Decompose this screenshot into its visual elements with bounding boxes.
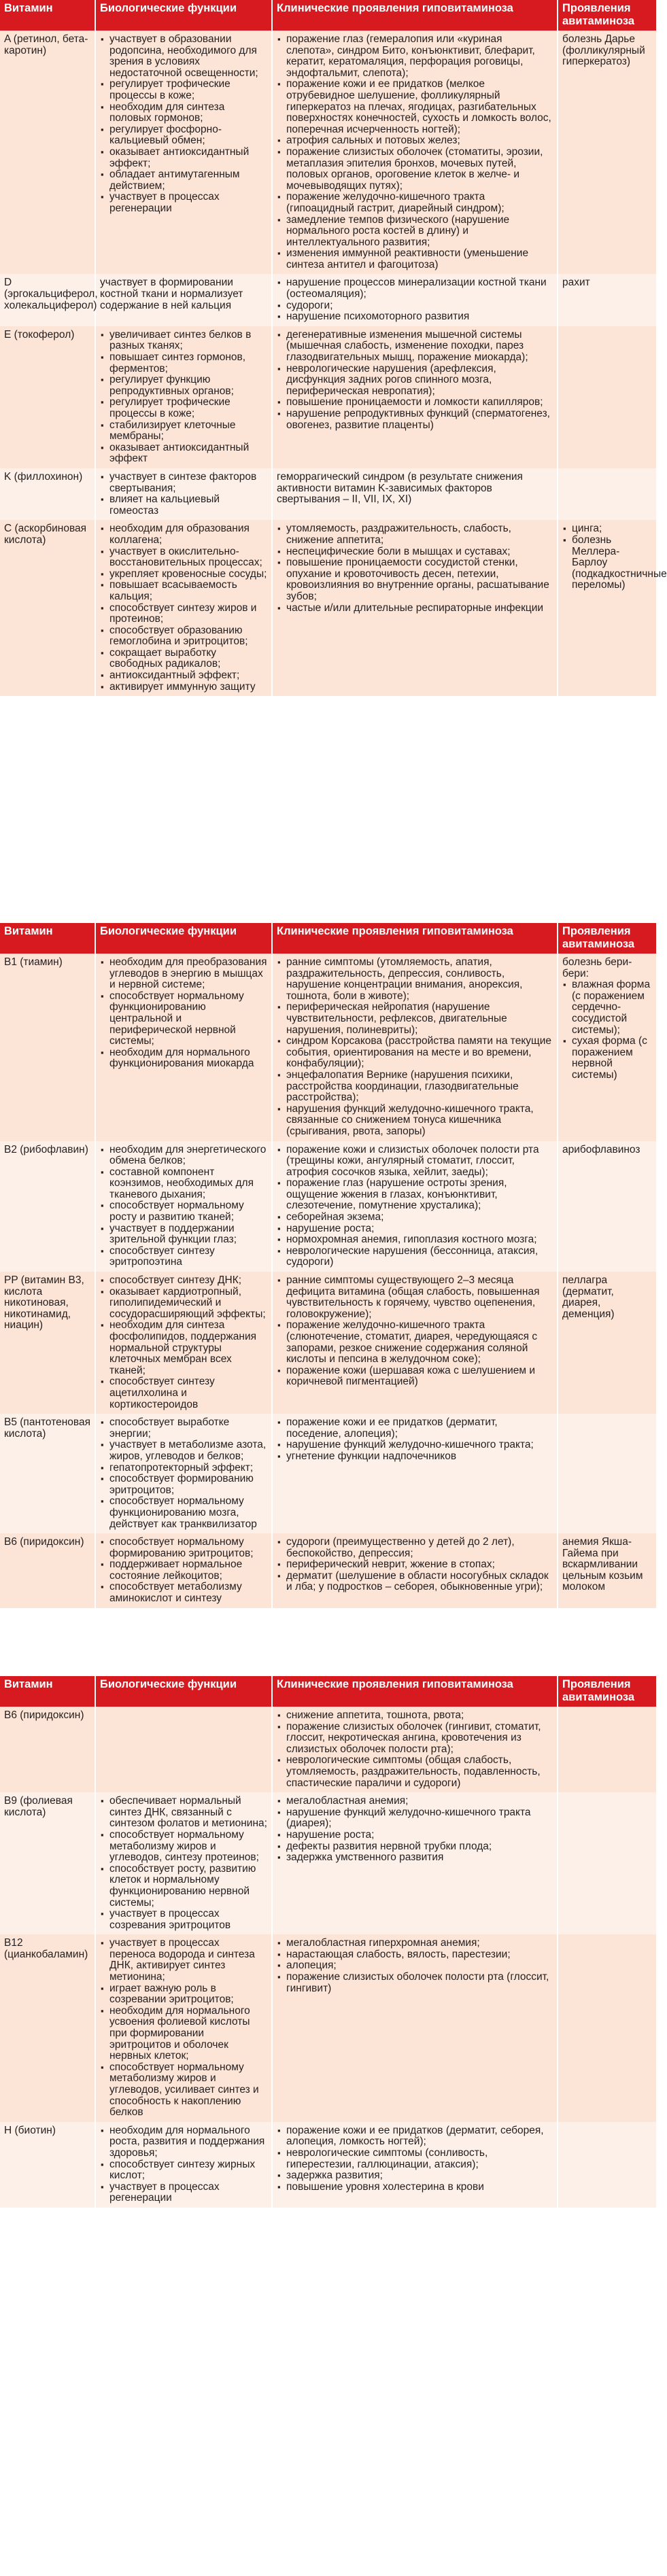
list-item: ▪ энцефалопатия Вернике (нарушения психики, расстройства координации, глазодвигательные расстройства); xyxy=(277,1070,553,1104)
functions-list xyxy=(100,34,267,215)
list-item: ▪ повышение уровня холестерина в крови xyxy=(277,2182,553,2193)
avitaminosis-cell xyxy=(558,1141,656,1272)
list-item: ▪ поражение желудочно-кишечного тракта (гипоацидный гастрит, диарейный синдром); xyxy=(277,192,553,214)
list-item: ▪ способствует нормальному формированию эритроцитов; xyxy=(100,1537,267,1559)
functions-cell xyxy=(95,1272,272,1414)
list-item: ▪ цинга; xyxy=(562,523,652,535)
list-item: ▪ увеличивает синтез белков в разных тканях; xyxy=(100,330,267,352)
hypovitaminosis-list xyxy=(277,277,553,322)
vitamin-name: B6 (пиридоксин) xyxy=(0,1533,95,1608)
header-vitamin: Витамин xyxy=(0,923,95,954)
list-item: ▪ себорейная экзема; xyxy=(277,1212,553,1223)
list-item: ▪ участвует в процессах регенерации xyxy=(100,2182,267,2204)
list-item: ▪ повышает всасываемость кальция; xyxy=(100,580,267,602)
functions-list xyxy=(100,1145,267,1269)
avitaminosis-cell xyxy=(558,1792,656,1934)
list-item: ▪ поражение слизистых оболочек (стоматиты, эрозии, метаплазия эпителия бронхов, мочевых путей, половых органов, ороговение клеток в желче- и мочевыводящих путях); xyxy=(277,147,553,192)
list-item: пеллагра (дерматит, диарея, деменция) xyxy=(562,1274,615,1320)
list-item: ▪ участвует в метаболизме азота, жиров, углеводов и белков; xyxy=(100,1440,267,1462)
vitamin-name: E (токоферол) xyxy=(0,326,95,468)
functions-list xyxy=(100,957,267,1070)
list-item: ▪ нарушение репродуктивных функций (сперматогенез, овогенез, развитие плаценты) xyxy=(277,408,553,431)
hypovitaminosis-cell xyxy=(272,1792,558,1934)
avitaminosis-cell xyxy=(558,1533,656,1608)
functions-cell xyxy=(95,1934,272,2122)
functions-cell xyxy=(95,1141,272,1272)
list-item: ▪ участвует в процессах переноса водорода и синтеза ДНК, активирует синтез метионина; xyxy=(100,1938,267,1983)
list-item: ▪ способствует формированию эритроцитов; xyxy=(100,1474,267,1496)
list-item: ▪ необходим для энергетического обмена белков; xyxy=(100,1145,267,1167)
list-item: ▪ задержка развития; xyxy=(277,2170,553,2182)
avitaminosis-cell xyxy=(558,954,656,1141)
table-header-row xyxy=(0,0,656,31)
header-hypovitaminosis: Клинические проявления гиповитаминоза xyxy=(272,1676,558,1707)
list-item: ▪ нарушения функций желудочно-кишечного тракта, связанные со снижением тонуса кишечника (срыгивания, рвота, запоры) xyxy=(277,1104,553,1138)
hypovitaminosis-list xyxy=(277,1710,553,1789)
header-avitaminosis: Проявления авитаминоза xyxy=(558,0,656,31)
list-item: ▪ нарушение роста; xyxy=(277,1830,553,1841)
list-item: ▪ участвует в синтезе факторов свертывания; xyxy=(100,472,267,494)
list-item: ▪ поражение глаз (гемералопия или «куриная слепота», синдром Бито, конъюнктивит, блефарит, кератит, кератомаляция, перфорация роговицы, эндофтальмит, слепота); xyxy=(277,34,553,79)
hypovitaminosis-list xyxy=(277,472,553,506)
list-item: ▪ активирует иммунную защиту xyxy=(100,682,267,693)
hypovitaminosis-list xyxy=(277,523,553,614)
section-divider xyxy=(0,1671,656,1676)
table-row xyxy=(0,274,656,326)
avitaminosis-list xyxy=(562,34,652,68)
list-item: ▪ участвует в поддержании зрительной функции глаз; xyxy=(100,1223,267,1246)
list-item: ▪ задержка умственного развития xyxy=(277,1852,553,1864)
hypovitaminosis-list xyxy=(277,957,553,1138)
list-item: ▪ обеспечивает нормальный синтез ДНК, связанный с синтезом фолатов и метионина; xyxy=(100,1796,267,1830)
list-item: ▪ оказывает кардиотропный, гиполипидемический и сосудорасширяющий эффекты; xyxy=(100,1287,267,1321)
list-item: ▪ дефекты развития нервной трубки плода; xyxy=(277,1841,553,1853)
list-item: ▪ влияет на кальциевый гомеостаз xyxy=(100,494,267,517)
hypovitaminosis-cell xyxy=(272,1533,558,1608)
list-item: ▪ необходим для образования коллагена; xyxy=(100,523,267,546)
avitaminosis-list xyxy=(562,277,652,289)
hypovitaminosis-list xyxy=(277,1537,553,1593)
list-item: ▪ поражение кожи и ее придатков (дерматит, поседение, алопеция); xyxy=(277,1417,553,1440)
functions-list xyxy=(100,1537,267,1605)
functions-cell xyxy=(95,326,272,468)
header-avitaminosis: Проявления авитаминоза xyxy=(558,1676,656,1707)
avitaminosis-heading: болезнь бери-бери: xyxy=(562,956,632,979)
list-item: ▪ способствует синтезу жирных кислот; xyxy=(100,2159,267,2182)
table-row xyxy=(0,1533,656,1608)
list-item: ▪ мегалобластная анемия; xyxy=(277,1796,553,1807)
list-item: ▪ повышение проницаемости и ломкости капилляров; xyxy=(277,397,553,408)
list-item: ▪ способствует нормальному метаболизму жиров и углеводов, синтезу протеинов; xyxy=(100,1830,267,1864)
avitaminosis-cell xyxy=(558,2122,656,2208)
hypovitaminosis-cell xyxy=(272,1272,558,1414)
list-item: ▪ способствует росту, развитию клеток и нормальному функционированию нервной системы; xyxy=(100,1864,267,1909)
avitaminosis-cell xyxy=(558,274,656,326)
list-item: ▪ необходим для нормального функционирования миокарда xyxy=(100,1047,267,1070)
header-hypovitaminosis: Клинические проявления гиповитаминоза xyxy=(272,923,558,954)
table-row xyxy=(0,1414,656,1533)
header-vitamin: Витамин xyxy=(0,1676,95,1707)
header-hypovitaminosis: Клинические проявления гиповитаминоза xyxy=(272,0,558,31)
list-item: ▪ поддерживает нормальное состояние лейкоцитов; xyxy=(100,1559,267,1582)
avitaminosis-cell xyxy=(558,1934,656,2122)
functions-cell xyxy=(95,31,272,274)
list-item: ▪ способствует выработке энергии; xyxy=(100,1417,267,1440)
functions-list xyxy=(100,277,267,311)
list-item: ▪ поражение слизистых оболочек (гингивит, стоматит, глоссит, некротическая ангина, кровотечения из слизистых оболочек полости рта); xyxy=(277,1722,553,1756)
list-item: ▪ обладает антимутагенным действием; xyxy=(100,169,267,192)
list-item: ▪ периферический неврит, жжение в стопах; xyxy=(277,1559,553,1571)
list-item: ▪ ранние симптомы (утомляемость, апатия, раздражительность, депрессия, сонливость, нарушение концентрации внимания, анорексия, тошнота, боли в животе); xyxy=(277,957,553,1002)
list-item: рахит xyxy=(562,277,590,289)
hypovitaminosis-cell xyxy=(272,326,558,468)
hypovitaminosis-list xyxy=(277,1796,553,1864)
vitamin-name: B1 (тиамин) xyxy=(0,954,95,1141)
list-item: ▪ участвует в окислительно-восстановительных процессах; xyxy=(100,546,267,569)
functions-cell xyxy=(95,1707,272,1792)
list-item: ▪ судороги; xyxy=(277,300,553,312)
list-item: ▪ способствует синтезу ДНК; xyxy=(100,1275,267,1287)
functions-list xyxy=(100,1275,267,1410)
list-item: ▪ сухая форма (с поражением нервной системы) xyxy=(562,1036,652,1081)
list-item: ▪ ранние симптомы существующего 2–3 месяца дефицита витамина (общая слабость, повышенная чувствительность к горячему, чувство оцепенения, головокружение); xyxy=(277,1275,553,1320)
vitamin-name: PP (витамин B3, кислота никотиновая, никотинамид, ниацин) xyxy=(0,1272,95,1414)
list-item: ▪ способствует образованию гемоглобина и эритроцитов; xyxy=(100,625,267,648)
list-item: ▪ повышение проницаемости сосудистой стенки, опухание и кровоточивость десен, петехии, кровоизлияния во внутренние органы, расшатывание зубов; xyxy=(277,557,553,602)
hypovitaminosis-list xyxy=(277,1275,553,1388)
list-item: ▪ дегенеративные изменения мышечной системы (мышечная слабость, изменение походки, парез глазодвигательных мышц, поражение миокарда); xyxy=(277,330,553,364)
functions-list xyxy=(100,523,267,693)
list-item: ▪ замедление темпов физического (нарушение нормального роста костей в длину) и интеллектуального развития; xyxy=(277,215,553,249)
functions-cell xyxy=(95,1533,272,1608)
hypovitaminosis-cell xyxy=(272,2122,558,2208)
hypovitaminosis-list xyxy=(277,1938,553,1994)
list-item: ▪ неврологические симптомы (общая слабость, утомляемость, раздражительность, подавленность, спастические параличи и судороги) xyxy=(277,1755,553,1789)
hypovitaminosis-cell xyxy=(272,1141,558,1272)
vitamin-name: D (эргокальциферол, холекальциферол) xyxy=(0,274,95,326)
list-item: ▪ нарушение функций желудочно-кишечного тракта; xyxy=(277,1440,553,1451)
header-functions: Биологические функции xyxy=(95,1676,272,1707)
table-row xyxy=(0,468,656,520)
hypovitaminosis-cell xyxy=(272,1934,558,2122)
list-item: ▪ нарушение процессов минерализации костной ткани (остеомаляция); xyxy=(277,277,553,300)
list-item: ▪ мегалобластная гиперхромная анемия; xyxy=(277,1938,553,1949)
list-item: ▪ регулирует трофические процессы в коже; xyxy=(100,79,267,101)
list-item: ▪ неврологические нарушения (арефлексия, дисфункция задних рогов спинного мозга, периферическая невропатия); xyxy=(277,364,553,398)
list-item: ▪ оказывает антиоксидантный эффект xyxy=(100,442,267,465)
table-section-3 xyxy=(0,1676,656,2576)
header-vitamin: Витамин xyxy=(0,0,95,31)
vitamin-name: C (аскорбиновая кислота) xyxy=(0,520,95,696)
list-item: ▪ укрепляет кровеносные сосуды; xyxy=(100,569,267,580)
vitamin-name: B6 (пиридоксин) xyxy=(0,1707,95,1792)
list-item: ▪ нарушение функций желудочно-кишечного тракта (диарея); xyxy=(277,1807,553,1830)
list-item: ▪ неврологические симптомы (сонливость, гиперестезии, галлюцинации, атаксия); xyxy=(277,2148,553,2170)
list-item: ▪ способствует метаболизму аминокислот и синтезу xyxy=(100,1582,267,1604)
list-item: ▪ необходим для преобразования углеводов в энергию в мышцах и нервной системе; xyxy=(100,957,267,991)
table-row xyxy=(0,1792,656,1934)
table-row xyxy=(0,520,656,696)
list-item: ▪ способствует синтезу эритропоэтина xyxy=(100,1246,267,1268)
avitaminosis-cell xyxy=(558,31,656,274)
functions-cell xyxy=(95,520,272,696)
vitamin-table-b-group-continued xyxy=(0,1676,656,2208)
avitaminosis-cell xyxy=(558,1414,656,1533)
functions-list xyxy=(100,472,267,517)
table-row xyxy=(0,954,656,1141)
list-item: ▪ периферическая нейропатия (нарушение чувствительности, рефлексов, двигательные нарушения, полиневриты); xyxy=(277,1002,553,1036)
vitamin-name: B2 (рибофлавин) xyxy=(0,1141,95,1272)
functions-cell xyxy=(95,954,272,1141)
vitamin-name: B9 (фолиевая кислота) xyxy=(0,1792,95,1934)
list-item: ▪ судороги (преимущественно у детей до 2 лет), беспокойство, депрессия; xyxy=(277,1537,553,1559)
list-item: ▪ способствует синтезу жиров и протеинов; xyxy=(100,603,267,625)
hypovitaminosis-list xyxy=(277,1145,553,1269)
table-row xyxy=(0,2122,656,2208)
avitaminosis-list xyxy=(562,979,652,1081)
list-item: ▪ способствует синтезу ацетилхолина и кортикостероидов xyxy=(100,1376,267,1410)
vitamin-name: A (ретинол, бета-каротин) xyxy=(0,31,95,274)
functions-cell xyxy=(95,1792,272,1934)
list-item: анемия Якша-Гайема при вскармливании цельным козьим молоком xyxy=(562,1536,643,1593)
table-row xyxy=(0,1272,656,1414)
list-item: ▪ участвует в образовании родопсина, необходимого для зрения в условиях недостаточной освещенности; xyxy=(100,34,267,79)
hypovitaminosis-cell xyxy=(272,274,558,326)
list-item: ▪ повышает синтез гормонов, ферментов; xyxy=(100,352,267,375)
vitamin-name: B12 (цианкобаламин) xyxy=(0,1934,95,2122)
avitaminosis-cell xyxy=(558,1272,656,1414)
list-item: ▪ поражение кожи (шершавая кожа с шелушением и коричневой пигментацией) xyxy=(277,1365,553,1388)
avitaminosis-list xyxy=(562,1275,652,1320)
vitamin-table-fat-soluble xyxy=(0,0,667,696)
avitaminosis-cell xyxy=(558,1707,656,1792)
list-item: ▪ нарастающая слабость, вялость, парестезии; xyxy=(277,1949,553,1961)
hypovitaminosis-list xyxy=(277,330,553,431)
avitaminosis-list xyxy=(562,523,667,591)
avitaminosis-cell xyxy=(558,468,656,520)
list-item: ▪ оказывает антиоксидантный эффект; xyxy=(100,147,267,169)
list-item: ▪ регулирует функцию репродуктивных органов; xyxy=(100,375,267,397)
hypovitaminosis-cell xyxy=(272,520,558,696)
functions-list xyxy=(100,1796,267,1931)
table-row xyxy=(0,1934,656,2122)
hypovitaminosis-cell xyxy=(272,954,558,1141)
list-item: ▪ синдром Корсакова (расстройства памяти на текущие события, ориентирования на месте и во времени, конфабуляции); xyxy=(277,1036,553,1070)
list-item: ▪ поражение кожи и слизистых оболочек полости рта (трещины кожи, ангулярный стоматит, глоссит, атрофия сосочков языка, хейлит, заеды); xyxy=(277,1145,553,1179)
table-header-row xyxy=(0,1676,656,1707)
avitaminosis-cell xyxy=(558,520,667,696)
vitamin-name: H (биотин) xyxy=(0,2122,95,2208)
list-item: ▪ антиоксидантный эффект; xyxy=(100,670,267,682)
list-item: ▪ болезнь Меллера-Барлоу (подкадкостничные переломы) xyxy=(562,535,652,591)
hypovitaminosis-cell xyxy=(272,31,558,274)
list-item: ▪ влажная форма (с поражением сердечно-сосудистой системы); xyxy=(562,979,652,1036)
list-item: ▪ составной компонент коэнзимов, необходимых для тканевого дыхания; xyxy=(100,1167,267,1201)
functions-list xyxy=(100,2125,267,2204)
list-item: ▪ нормохромная анемия, гипоплазия костного мозга; xyxy=(277,1234,553,1246)
list-item: ▪ частые и/или длительные респираторные инфекции xyxy=(277,603,553,614)
list-item: ▪ способствует нормальному функционированию центральной и периферической нервной системы; xyxy=(100,991,267,1047)
functions-list xyxy=(100,330,267,465)
list-item: ▪ изменения иммунной реактивности (уменьшение синтеза антител и фагоцитоза) xyxy=(277,248,553,271)
list-item: ▪ необходим для нормального роста, развития и поддержания здоровья; xyxy=(100,2125,267,2159)
functions-cell xyxy=(95,1414,272,1533)
list-item: ▪ способствует нормальному метаболизму жиров и углеводов, усиливает синтез и способность к накоплению белков xyxy=(100,2062,267,2119)
list-item: геморрагический синдром (в результате снижения активности витамин K-зависимых факторов свертывания – II, VII, IX, XI) xyxy=(277,470,523,506)
list-item: ▪ участвует в процессах созревания эритроцитов xyxy=(100,1909,267,1931)
list-item: ▪ поражение желудочно-кишечного тракта (слюнотечение, стоматит, диарея, чередующаяся с запорами, резкое снижение содержания соляной кислоты и пепсина в желудочном соке); xyxy=(277,1320,553,1365)
header-functions: Биологические функции xyxy=(95,923,272,954)
list-item: ▪ поражение глаз (нарушение остроты зрения, ощущение жжения в глазах, конъюнктивит, слезотечение, помутнение хрусталика); xyxy=(277,1178,553,1212)
list-item: ▪ дерматит (шелушение в области носогубных складок и лба; у подростков – себорея, обыкновенные угри); xyxy=(277,1571,553,1593)
list-item: ▪ поражение слизистых оболочек полости рта (глоссит, гингивит) xyxy=(277,1972,553,1994)
list-item: ▪ играет важную роль в созревании эритроцитов; xyxy=(100,1983,267,2006)
list-item: ▪ необходим для синтеза фосфолипидов, поддержания нормальной структуры клеточных мембран всех тканей; xyxy=(100,1320,267,1376)
table-section-1 xyxy=(0,0,667,919)
header-avitaminosis: Проявления авитаминоза xyxy=(558,923,656,954)
list-item: ▪ нарушение психомоторного развития xyxy=(277,311,553,323)
vitamin-table-b-group xyxy=(0,923,656,1608)
list-item: ▪ снижение аппетита, тошнота, рвота; xyxy=(277,1710,553,1722)
list-item: ▪ поражение кожи и ее придатков (дерматит, себорея, алопеция, ломкость ногтей); xyxy=(277,2125,553,2148)
list-item: ▪ стабилизирует клеточные мембраны; xyxy=(100,420,267,442)
list-item: ▪ способствует нормальному функционированию мозга, действует как транквилизатор xyxy=(100,1496,267,1530)
table-row xyxy=(0,1707,656,1792)
hypovitaminosis-cell xyxy=(272,1414,558,1533)
list-item: участвует в формировании костной ткани и нормализует содержание в ней кальция xyxy=(100,277,243,311)
functions-cell xyxy=(95,468,272,520)
vitamin-name: K (филлохинон) xyxy=(0,468,95,520)
hypovitaminosis-list xyxy=(277,34,553,271)
list-item: ▪ утомляемость, раздражительность, слабость, снижение аппетита; xyxy=(277,523,553,546)
functions-list xyxy=(100,1938,267,2119)
list-item: ▪ необходим для синтеза половых гормонов; xyxy=(100,102,267,124)
vitamin-name: B5 (пантотеновая кислота) xyxy=(0,1414,95,1533)
hypovitaminosis-list xyxy=(277,1417,553,1462)
list-item: ▪ регулирует трофические процессы в коже; xyxy=(100,397,267,419)
list-item: болезнь Дарье (фолликулярный гиперкератоз) xyxy=(562,33,645,68)
table-row xyxy=(0,1141,656,1272)
hypovitaminosis-cell xyxy=(272,1707,558,1792)
table-section-2 xyxy=(0,923,656,1671)
list-item: ▪ атрофия сальных и потовых желез; xyxy=(277,135,553,147)
hypovitaminosis-cell xyxy=(272,468,558,520)
list-item: ▪ способствует нормальному росту и развитию тканей; xyxy=(100,1200,267,1223)
list-item: ▪ сокращает выработку свободных радикалов; xyxy=(100,648,267,670)
header-functions: Биологические функции xyxy=(95,0,272,31)
avitaminosis-list xyxy=(562,1537,652,1593)
functions-cell xyxy=(95,274,272,326)
functions-list xyxy=(100,1417,267,1530)
list-item: ▪ угнетение функции надпочечников xyxy=(277,1451,553,1463)
list-item: ▪ неврологические нарушения (бессонница, атаксия, судороги) xyxy=(277,1246,553,1268)
list-item: ▪ нарушение роста; xyxy=(277,1223,553,1235)
list-item: арибофлавиноз xyxy=(562,1143,640,1155)
list-item: ▪ неспецифические боли в мышцах и суставах; xyxy=(277,546,553,558)
avitaminosis-cell xyxy=(558,326,656,468)
list-item: ▪ регулирует фосфорно-кальциевый обмен; xyxy=(100,124,267,147)
list-item: ▪ поражение кожи и ее придатков (мелкое отрубевидное шелушение, фолликулярный гиперкератоз на плечах, ягодицах, разгибательных поверхностях конечностей, сухость и ломкость волос, поперечная исчерченность ногтей); xyxy=(277,79,553,135)
table-header-row xyxy=(0,923,656,954)
list-item: ▪ необходим для нормального усвоения фолиевой кислоты при формировании эритроцитов и оболочек нервных клеток; xyxy=(100,2006,267,2062)
list-item: ▪ гепатопротекторный эффект; xyxy=(100,1463,267,1474)
functions-cell xyxy=(95,2122,272,2208)
table-row xyxy=(0,326,656,468)
hypovitaminosis-list xyxy=(277,2125,553,2193)
table-row xyxy=(0,31,656,274)
avitaminosis-list xyxy=(562,1145,652,1156)
list-item: ▪ участвует в процессах регенерации xyxy=(100,192,267,214)
list-item: ▪ алопеция; xyxy=(277,1960,553,1972)
